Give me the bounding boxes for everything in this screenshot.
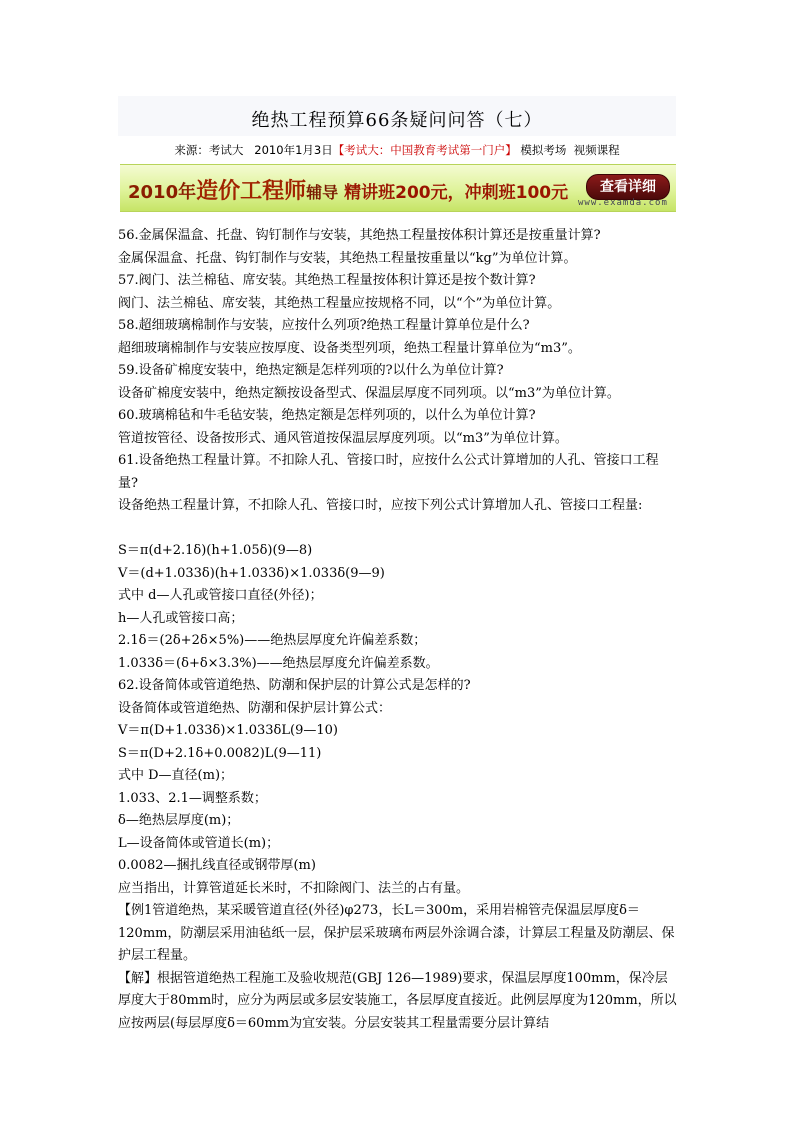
content-paragraph: 1.033、2.1—调整系数； — [118, 790, 267, 806]
content-paragraph: 设备简体或管道绝热、防潮和保护层计算公式： — [118, 700, 392, 716]
content-paragraph: 57.阀门、法兰棉毡、席安装。其绝热工程量按体积计算还是按个数计算? — [118, 273, 536, 288]
content-paragraph: 管道按管径、设备按形式、通风管道按保温层厚度列项。以“m3”为单位计算。 — [118, 430, 568, 446]
content-paragraph: 56.金属保温盒、托盘、钩钉制作与安装，其绝热工程量按体积计算还是按重量计算? — [118, 228, 601, 243]
content-paragraph: 应当指出，计算管道延长米时，不扣除阀门、法兰的占有量。 — [118, 880, 470, 896]
content-paragraph — [118, 518, 678, 541]
content-paragraph: L—设备简体或管道长(m)； — [118, 835, 280, 851]
content-paragraph: 2.1δ＝(2δ+2δ×5%)——绝热层厚度允许偏差系数； — [118, 633, 427, 648]
banner-headline — [128, 174, 568, 205]
banner-year: 2010年 — [128, 182, 197, 203]
banner-mid: 辅导 — [306, 183, 339, 202]
content-paragraph: 0.0082—捆扎线直径或钢带厚(m) — [118, 858, 316, 873]
content-paragraph: 超细玻璃棉制作与安装应按厚度、设备类型列项，绝热工程量计算单位为“m3”。 — [118, 340, 581, 356]
video-course-link[interactable]: 视频课程 — [573, 143, 620, 157]
article-page — [118, 96, 677, 1031]
content-paragraph: 【解】根据管道绝热工程施工及验收规范(GBJ 126—1989)要求，保温层厚度100mm，保冷层厚度大于80mm时，应分为两层或多层安装施工，各层厚度直接近。此例层厚度为120mm，所以应按两层(每层厚度δ＝60mm为宜安装。分层安装其工程量需要分层计算结 — [118, 970, 677, 1031]
content-paragraph: 59.设备矿棉度安装中，绝热定额是怎样列项的?以什么为单位计算? — [118, 363, 504, 378]
banner-offer: 精讲班200元，冲刺班100元 — [344, 183, 569, 203]
content-paragraph: 金属保温盒、托盘、钩钉制作与安装，其绝热工程量按重量以“kg”为单位计算。 — [118, 250, 577, 266]
content-paragraph: 设备矿棉度安装中，绝热定额按设备型式、保温层厚度不同列项。以“m3”为单位计算。 — [118, 385, 620, 401]
content-paragraph: 设备绝热工程量计算，不扣除人孔、管接口时，应按下列公式计算增加人孔、管接口工程量: — [118, 498, 643, 513]
source-label: 来源：考试大 — [174, 143, 244, 157]
content-paragraph: 58.超细玻璃棉制作与安装，应按什么列项?绝热工程量计算单位是什么? — [118, 318, 530, 333]
content-paragraph: 62.设备简体或管道绝热、防潮和保护层的计算公式是怎样的? — [118, 678, 471, 693]
content-paragraph: S＝π(d+2.1δ)(h+1.05δ)(9—8) — [118, 543, 313, 558]
ad-banner[interactable] — [120, 164, 676, 212]
banner-big: 造价工程师 — [196, 179, 307, 204]
content-paragraph: V＝π(D+1.033δ)×1.033δL(9—10) — [118, 723, 338, 738]
source-link[interactable]: 【考试大：中国教育考试第一门户】 — [332, 143, 517, 157]
source-date: 2010年1月3日 — [254, 143, 333, 157]
banner-site: www.examda.com — [578, 198, 668, 208]
content-paragraph: 【例1管道绝热，某采暖管道直径(外径)φ273，长L＝300m，采用岩棉管壳保温层厚度δ＝120mm，防潮层采用油毡纸一层，保护层采玻璃布两层外涂调合漆，计算层工程量及防潮层、保护层工程量。 — [118, 903, 675, 963]
content-paragraph: 61.设备绝热工程量计算。不扣除人孔、管接口时，应按什么公式计算增加的人孔、管接口工程量? — [118, 453, 659, 491]
article-body — [118, 225, 678, 1035]
source-line — [118, 142, 676, 158]
content-paragraph: S＝π(D+2.1δ+0.0082)L(9—11) — [118, 745, 322, 761]
content-paragraph: 1.033δ＝(δ+δ×3.3%)——绝热层厚度允许偏差系数。 — [118, 655, 439, 671]
mock-exam-link[interactable]: 模拟考场 — [520, 143, 567, 157]
content-paragraph: V＝(d+1.033δ)(h+1.033δ)×1.033δ(9—9) — [118, 565, 385, 581]
page-title: 绝热工程预算66条疑问问答（七） — [251, 110, 543, 131]
content-paragraph: 式中 d—人孔或管接口直径(外径)； — [118, 588, 323, 603]
content-paragraph: 阀门、法兰棉毡、席安装，其绝热工程量应按规格不同，以“个”为单位计算。 — [118, 295, 561, 311]
content-paragraph: h—人孔或管接口高； — [118, 610, 244, 626]
view-details-button[interactable]: 查看详细 — [586, 174, 670, 200]
content-paragraph: 60.玻璃棉毡和牛毛毡安装，绝热定额是怎样列项的，以什么为单位计算? — [118, 408, 536, 423]
content-paragraph: 式中 D—直径(m)； — [118, 768, 234, 783]
content-paragraph: δ—绝热层厚度(m)； — [118, 813, 240, 828]
